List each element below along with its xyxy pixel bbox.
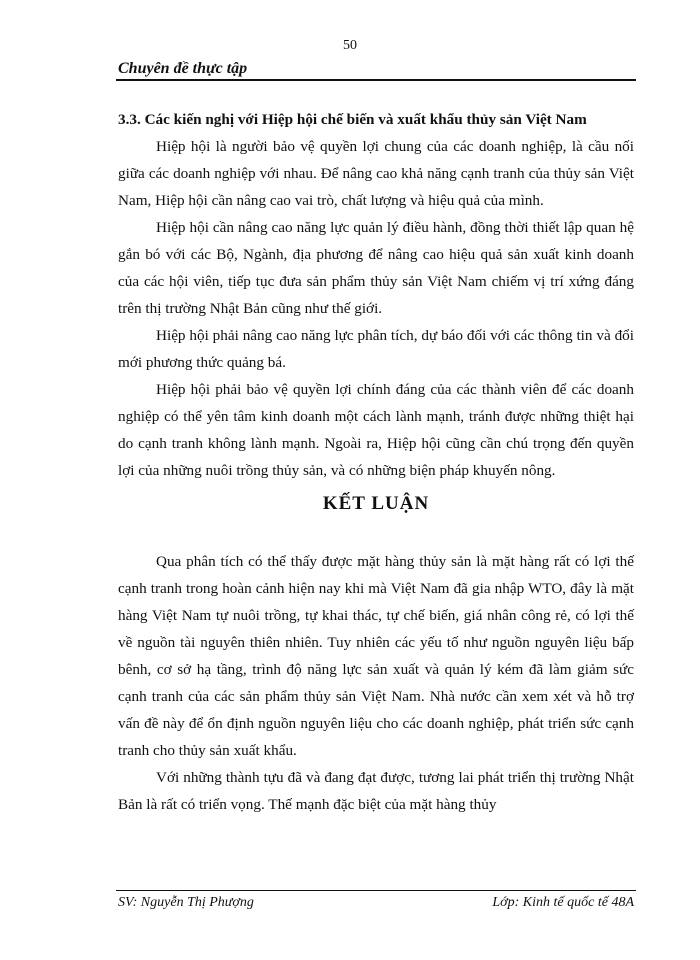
section-heading: 3.3. Các kiến nghị với Hiệp hội chế biến và xuất khẩu thủy sản Việt Nam	[118, 111, 587, 128]
page-number: 50	[343, 38, 357, 53]
section-paragraph-3: Hiệp hội phải nâng cao năng lực phân tích, dự báo đối với các thông tin và đổi mới phương thức quảng bá.	[118, 327, 634, 371]
conclusion-paragraph-2: Với những thành tựu đã và đang đạt được, tương lai phát triển thị trường Nhật Bản là rất có triển vọng. Thế mạnh đặc biệt của mặt hàng thủy	[118, 769, 634, 813]
footer-student-name: SV: Nguyễn Thị Phượng	[118, 895, 254, 910]
header-rule	[116, 79, 636, 81]
section-paragraph-1: Hiệp hội là người bảo vệ quyền lợi chung của các doanh nghiệp, là cầu nối giữa các doanh nghiệp với nhau. Để nâng cao khả năng cạnh tranh của thủy sản Việt Nam, Hiệp hội cần nâng cao vai trò, chất lượng và hiệu quả của mình.	[118, 138, 634, 209]
document-body	[118, 106, 634, 818]
section-paragraph-4: Hiệp hội phải bảo vệ quyền lợi chính đáng của các thành viên để các doanh nghiệp có thể yên tâm kinh doanh một cách lành mạnh, tránh được những thiệt hại do cạnh tranh không lành mạnh. Ngoài ra, Hiệp hội cũng cần chú trọng đến quyền lợi của những nuôi trồng thủy sản, và có những biện pháp khuyến nông.	[118, 381, 634, 479]
header-title: Chuyên đề thực tập	[118, 60, 248, 77]
section-paragraph-2: Hiệp hội cần nâng cao năng lực quản lý điều hành, đồng thời thiết lập quan hệ gắn bó với các Bộ, Ngành, địa phương để nâng cao hiệu quả sản xuất kinh doanh của các hội viên, tiếp tục đưa sản phẩm thủy sản Việt Nam chiếm vị trí xứng đáng trên thị trường Nhật Bản cũng như thế giới.	[118, 219, 634, 317]
footer-class: Lớp: Kinh tế quốc tế 48A	[492, 895, 634, 910]
conclusion-paragraph-1: Qua phân tích có thể thấy được mặt hàng thủy sản là mặt hàng rất có lợi thế cạnh tranh trong hoàn cảnh hiện nay khi mà Việt Nam đã gia nhập WTO, đây là mặt hàng Việt Nam tự nuôi trồng, tự khai thác, tự chế biến, giá nhân công rẻ, có lợi thế về nguồn tài nguyên thiên nhiên. Tuy nhiên các yếu tố như nguồn nguyên liệu bấp bênh, cơ sở hạ tầng, trình độ năng lực sản xuất và quản lý kém đã làm giảm sức cạnh tranh của các sản phẩm thủy sản Việt Nam. Nhà nước cần xem xét và hỗ trợ vấn đề này để ổn định nguồn nguyên liệu cho các doanh nghiệp, phát triển sức cạnh tranh cho thủy sản xuất khẩu.	[118, 553, 634, 759]
conclusion-title: KẾT LUẬN	[322, 493, 430, 514]
footer-rule	[116, 890, 636, 891]
